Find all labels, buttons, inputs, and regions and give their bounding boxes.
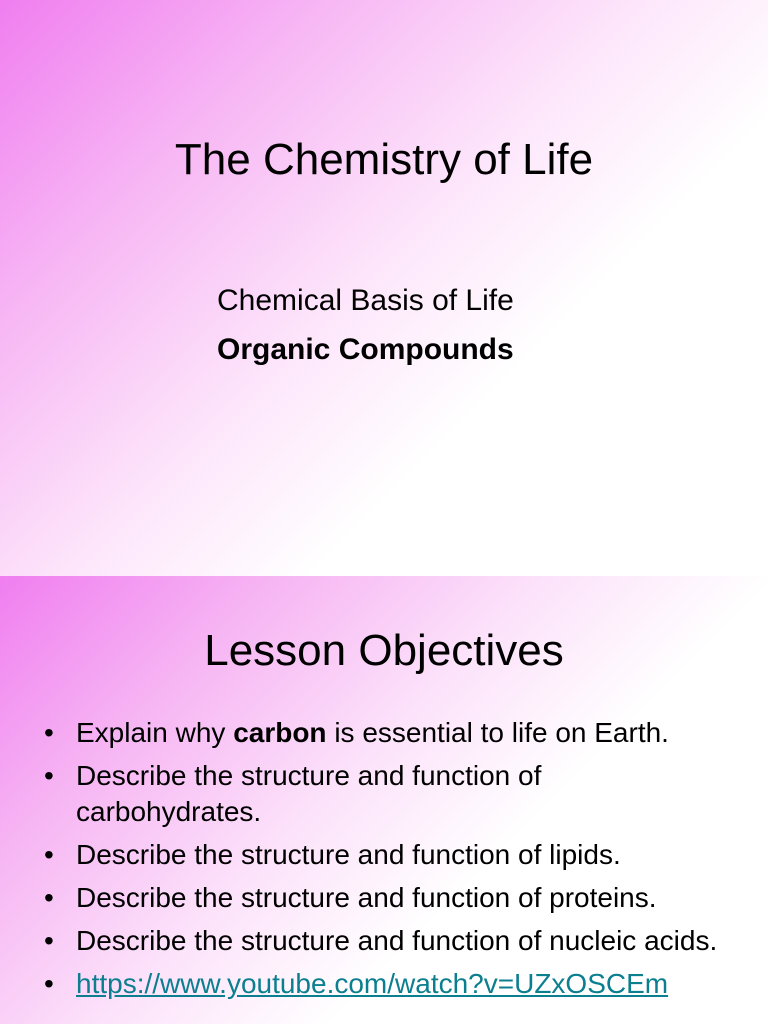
youtube-link[interactable]: https://www.youtube.com/watch?v=UZxOSCEm — [76, 968, 669, 999]
bullet-icon: • — [44, 882, 54, 913]
subtitle-chemical-basis: Chemical Basis of Life — [217, 284, 514, 317]
bullet-icon: • — [44, 925, 54, 956]
objective-carbon-before: Explain why — [76, 717, 234, 748]
objective-video-link[interactable] — [0, 966, 768, 1002]
objective-carbon — [0, 715, 768, 751]
objective-nucleic-acids — [0, 923, 768, 959]
bullet-icon: • — [44, 717, 54, 748]
objective-lipids-text: Describe the structure and function of lipids. — [76, 839, 621, 870]
objectives-heading: Lesson Objectives — [204, 626, 564, 675]
objective-carbon-emphasis: carbon — [233, 717, 327, 748]
objective-proteins-text: Describe the structure and function of proteins. — [76, 882, 657, 913]
objectives-list — [0, 715, 768, 1009]
objective-lipids — [0, 837, 768, 873]
objective-carbohydrates-text: Describe the structure and function of carbohydrates. — [76, 760, 542, 827]
objective-proteins — [0, 880, 768, 916]
objective-carbohydrates — [0, 758, 768, 830]
subtitle-organic-compounds: Organic Compounds — [217, 333, 514, 366]
slide-lesson-objectives — [0, 576, 768, 1024]
slide-title-heading: The Chemistry of Life — [174, 135, 594, 184]
bullet-icon: • — [44, 839, 54, 870]
bullet-icon: • — [44, 760, 54, 791]
objective-carbon-after: is essential to life on Earth. — [326, 717, 669, 748]
subtitle-block — [217, 276, 637, 374]
bullet-icon: • — [44, 968, 54, 999]
objective-nucleic-acids-text: Describe the structure and function of nucleic acids. — [76, 925, 718, 956]
